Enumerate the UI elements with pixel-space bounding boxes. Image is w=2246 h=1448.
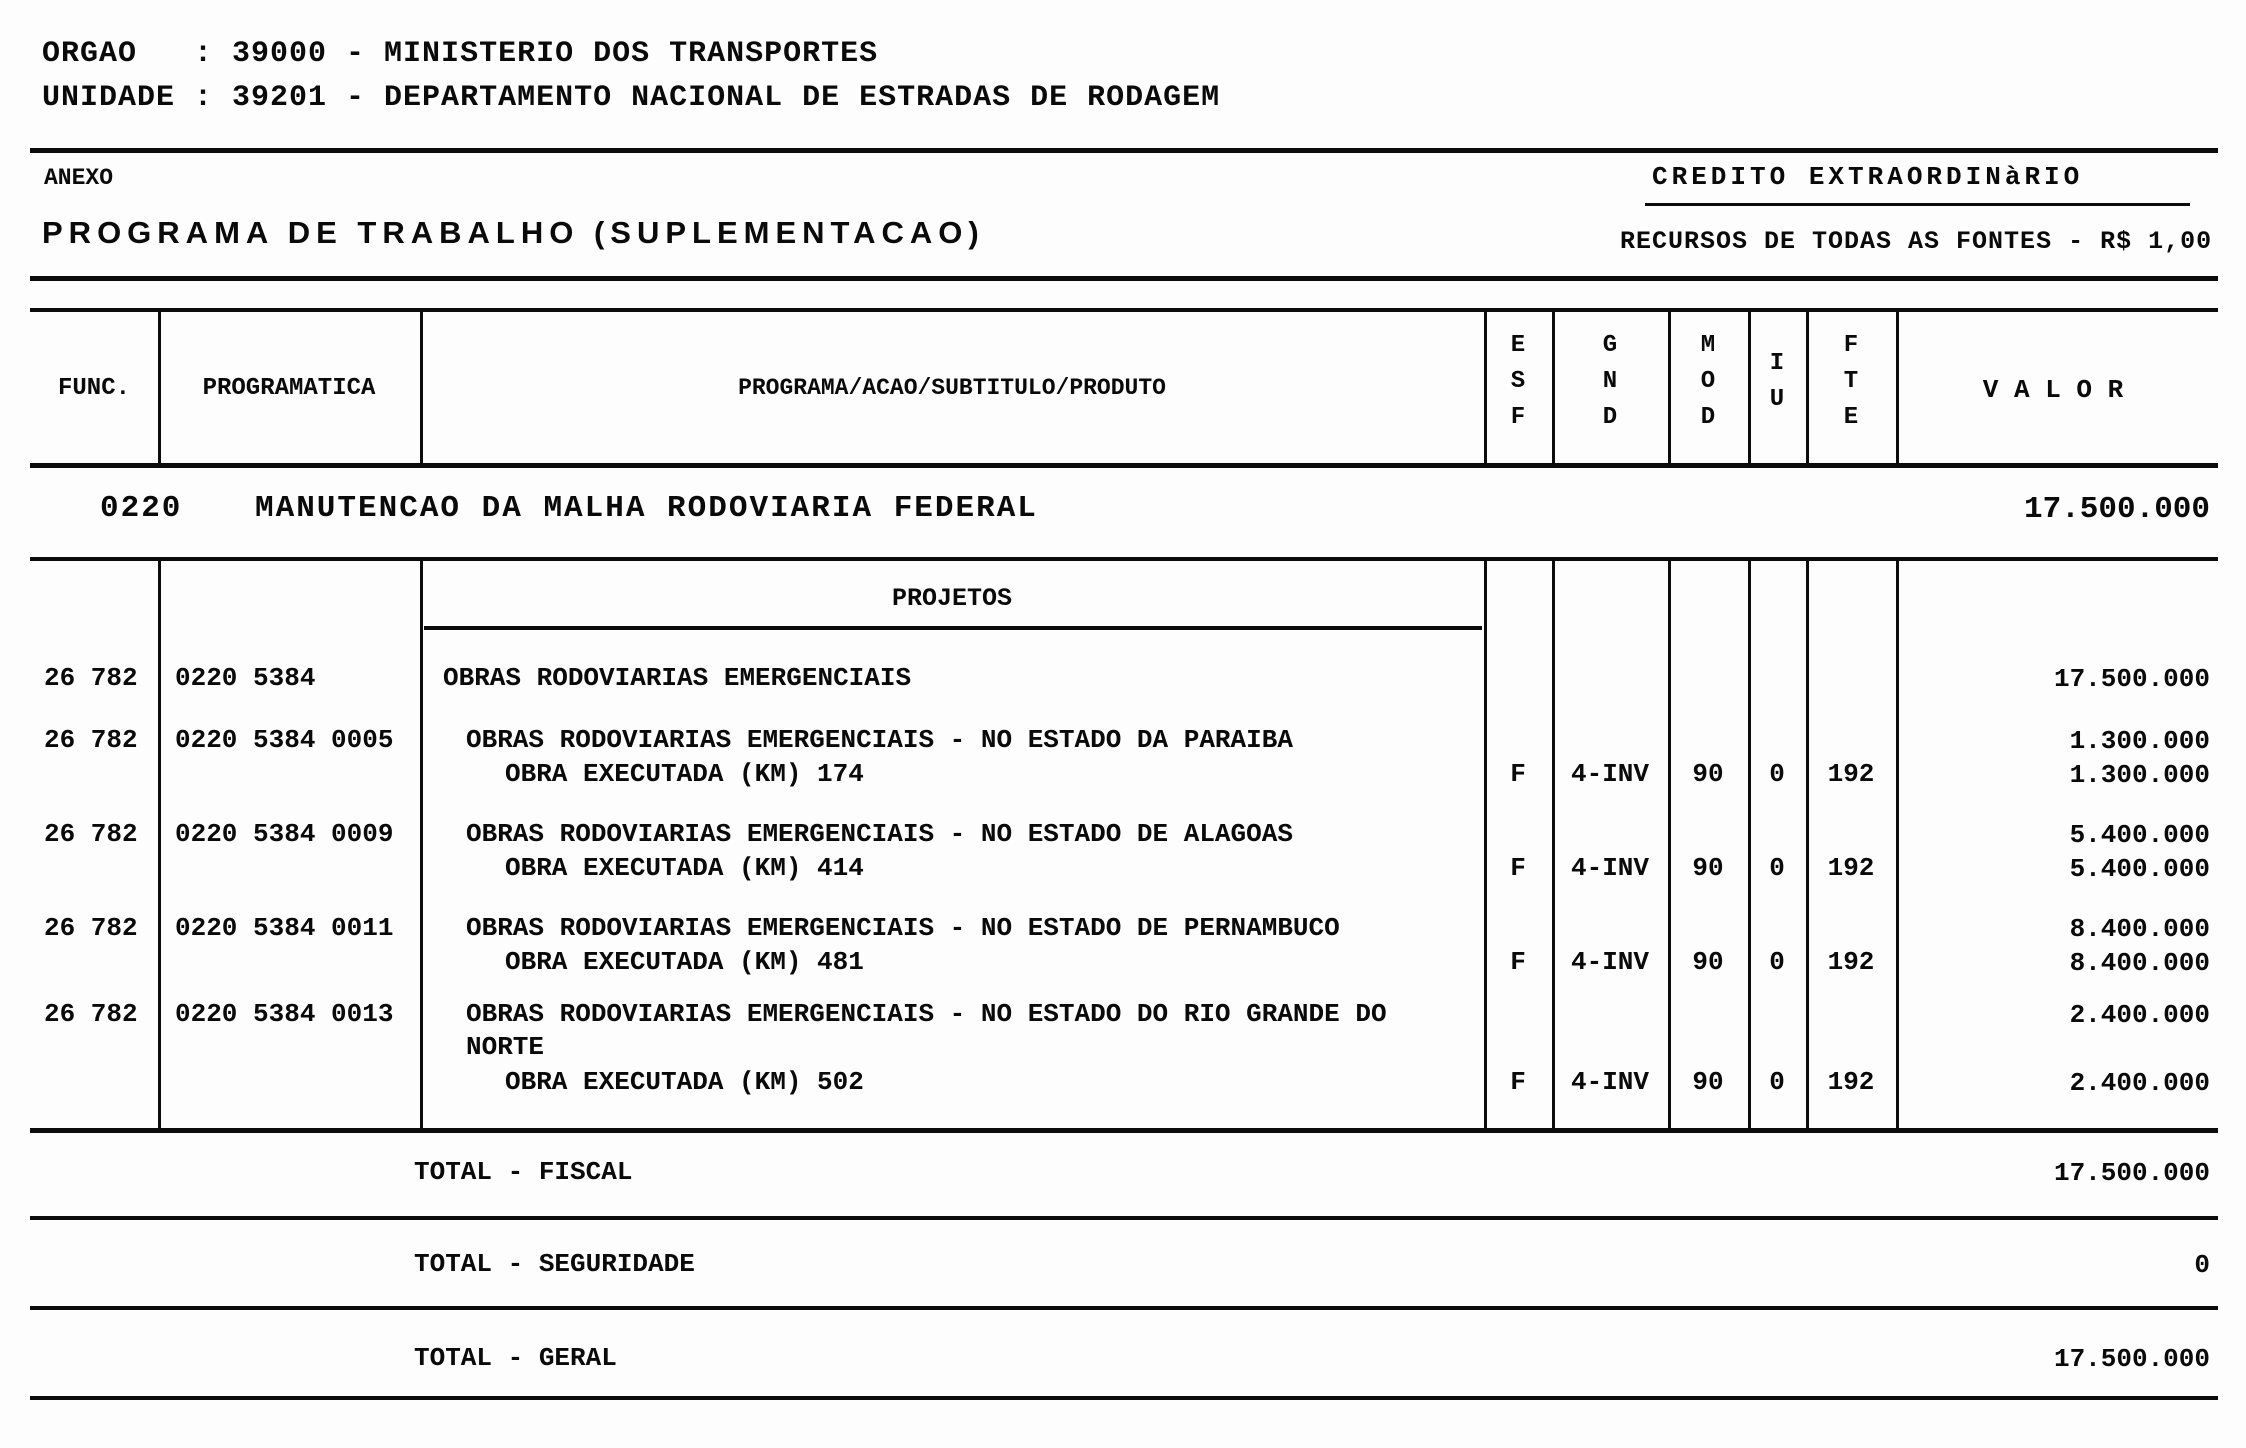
row-title: OBRAS RODOVIARIAS EMERGENCIAIS - NO ESTADO DO RIO GRANDE DO — [466, 999, 1387, 1029]
row-value-title: 8.400.000 — [2069, 914, 2210, 944]
col-header-gnd — [1552, 334, 1668, 430]
col-header-programa: PROGRAMA/ACAO/SUBTITULO/PRODUTO — [738, 375, 1166, 401]
row-fte: 192 — [1827, 947, 1875, 977]
col-header-esf-letter: F — [1510, 404, 1526, 431]
row-title: OBRAS RODOVIARIAS EMERGENCIAIS - NO ESTADO DA PARAIBA — [466, 725, 1293, 755]
anexo-label: ANEXO — [44, 165, 114, 191]
column-divider — [158, 557, 161, 1132]
horizontal-rule — [30, 276, 2218, 281]
col-header-esf-letter: S — [1510, 368, 1526, 395]
total-label: TOTAL - GERAL — [414, 1343, 617, 1373]
row-func: 26 782 — [44, 663, 138, 693]
col-header-valor: V A L O R — [1982, 375, 2124, 405]
row-programatica: 0220 5384 0009 — [175, 819, 394, 849]
credito-label: CREDITO EXTRAORDINàRIO — [1652, 162, 2084, 192]
header-bottom-rule — [30, 463, 2218, 468]
row-programatica: 0220 5384 0011 — [175, 913, 394, 943]
row-programatica: 0220 5384 0005 — [175, 725, 394, 755]
row-value-product: 5.400.000 — [2069, 854, 2210, 884]
row-mod: 90 — [1692, 853, 1724, 883]
row-fte: 192 — [1827, 759, 1875, 789]
row-value: 17.500.000 — [2053, 664, 2210, 694]
unidade-line: UNIDADE : 39201 - DEPARTAMENTO NACIONAL DE ESTRADAS DE RODAGEM — [42, 81, 1221, 115]
recursos-label: RECURSOS DE TODAS AS FONTES - R$ 1,00 — [1620, 227, 2213, 256]
col-header-esf-letter: E — [1510, 332, 1526, 359]
col-header-fte-letter: E — [1843, 404, 1859, 431]
section-code: 0220 — [100, 491, 183, 526]
row-title: OBRAS RODOVIARIAS EMERGENCIAIS — [443, 663, 912, 693]
row-func: 26 782 — [44, 819, 138, 849]
row-esf: F — [1510, 759, 1526, 789]
row-esf: F — [1510, 853, 1526, 883]
total-label: TOTAL - SEGURIDADE — [414, 1249, 695, 1279]
col-header-gnd-letter: D — [1602, 404, 1618, 431]
col-header-mod-letter: M — [1700, 332, 1716, 359]
horizontal-rule — [30, 557, 2218, 561]
section-name: MANUTENCAO DA MALHA RODOVIARIA FEDERAL — [255, 491, 1038, 526]
row-iu: 0 — [1769, 1067, 1785, 1097]
row-value-product: 2.400.000 — [2069, 1068, 2210, 1098]
group-underline — [424, 626, 1482, 630]
row-gnd: 4-INV — [1570, 1067, 1649, 1097]
col-header-esf — [1484, 334, 1552, 430]
col-header-iu-letter: I — [1769, 350, 1785, 377]
row-title: OBRAS RODOVIARIAS EMERGENCIAIS - NO ESTADO DE PERNAMBUCO — [466, 913, 1340, 943]
row-esf: F — [1510, 947, 1526, 977]
column-divider — [420, 557, 423, 1132]
col-header-fte — [1806, 334, 1896, 430]
row-mod: 90 — [1692, 759, 1724, 789]
col-header-iu — [1748, 352, 1806, 412]
col-header-programatica: PROGRAMATICA — [202, 375, 376, 402]
section-value: 17.500.000 — [2023, 492, 2210, 527]
col-header-mod-letter: O — [1700, 368, 1716, 395]
horizontal-rule — [30, 1306, 2218, 1310]
column-divider — [1668, 557, 1671, 1132]
row-func: 26 782 — [44, 913, 138, 943]
row-product: OBRA EXECUTADA (KM) 414 — [505, 853, 864, 883]
total-value: 17.500.000 — [2053, 1158, 2210, 1188]
credito-underline — [1645, 203, 2190, 206]
row-value-title: 2.400.000 — [2069, 1000, 2210, 1030]
column-divider — [1484, 557, 1487, 1132]
row-mod: 90 — [1692, 947, 1724, 977]
row-func: 26 782 — [44, 999, 138, 1029]
total-label: TOTAL - FISCAL — [414, 1157, 633, 1187]
row-title-wrap: NORTE — [466, 1032, 545, 1062]
total-value: 0 — [2194, 1250, 2210, 1280]
row-product: OBRA EXECUTADA (KM) 502 — [505, 1067, 864, 1097]
data-bottom-rule — [30, 1128, 2218, 1133]
table-top-rule — [30, 308, 2218, 312]
row-func: 26 782 — [44, 725, 138, 755]
row-product: OBRA EXECUTADA (KM) 174 — [505, 759, 864, 789]
row-gnd: 4-INV — [1570, 759, 1649, 789]
column-divider — [1806, 557, 1809, 1132]
row-programatica: 0220 5384 — [175, 663, 316, 693]
col-header-func: FUNC. — [57, 375, 130, 402]
row-value-title: 1.300.000 — [2069, 726, 2210, 756]
row-esf: F — [1510, 1067, 1526, 1097]
row-mod: 90 — [1692, 1067, 1724, 1097]
page-title: PROGRAMA DE TRABALHO (SUPLEMENTACAO) — [42, 215, 985, 250]
row-title: OBRAS RODOVIARIAS EMERGENCIAIS - NO ESTADO DE ALAGOAS — [466, 819, 1293, 849]
row-value-title: 5.400.000 — [2069, 820, 2210, 850]
row-value-product: 1.300.000 — [2069, 760, 2210, 790]
row-value-product: 8.400.000 — [2069, 948, 2210, 978]
row-product: OBRA EXECUTADA (KM) 481 — [505, 947, 864, 977]
column-divider — [1748, 557, 1751, 1132]
col-header-iu-letter: U — [1769, 386, 1785, 413]
row-fte: 192 — [1827, 1067, 1875, 1097]
horizontal-rule — [30, 148, 2218, 153]
column-divider — [1552, 557, 1555, 1132]
orgao-line: ORGAO : 39000 - MINISTERIO DOS TRANSPORTES — [42, 37, 879, 71]
horizontal-rule — [30, 1216, 2218, 1220]
horizontal-rule — [30, 1396, 2218, 1400]
total-value: 17.500.000 — [2053, 1344, 2210, 1374]
col-header-mod-letter: D — [1700, 404, 1716, 431]
row-fte: 192 — [1827, 853, 1875, 883]
col-header-fte-letter: T — [1843, 368, 1859, 395]
col-header-gnd-letter: N — [1602, 368, 1618, 395]
row-programatica: 0220 5384 0013 — [175, 999, 394, 1029]
row-iu: 0 — [1769, 759, 1785, 789]
row-iu: 0 — [1769, 853, 1785, 883]
col-header-mod — [1668, 334, 1748, 430]
row-gnd: 4-INV — [1570, 947, 1649, 977]
col-header-fte-letter: F — [1843, 332, 1859, 359]
col-header-gnd-letter: G — [1602, 332, 1618, 359]
row-gnd: 4-INV — [1570, 853, 1649, 883]
group-label: PROJETOS — [891, 584, 1013, 613]
row-iu: 0 — [1769, 947, 1785, 977]
